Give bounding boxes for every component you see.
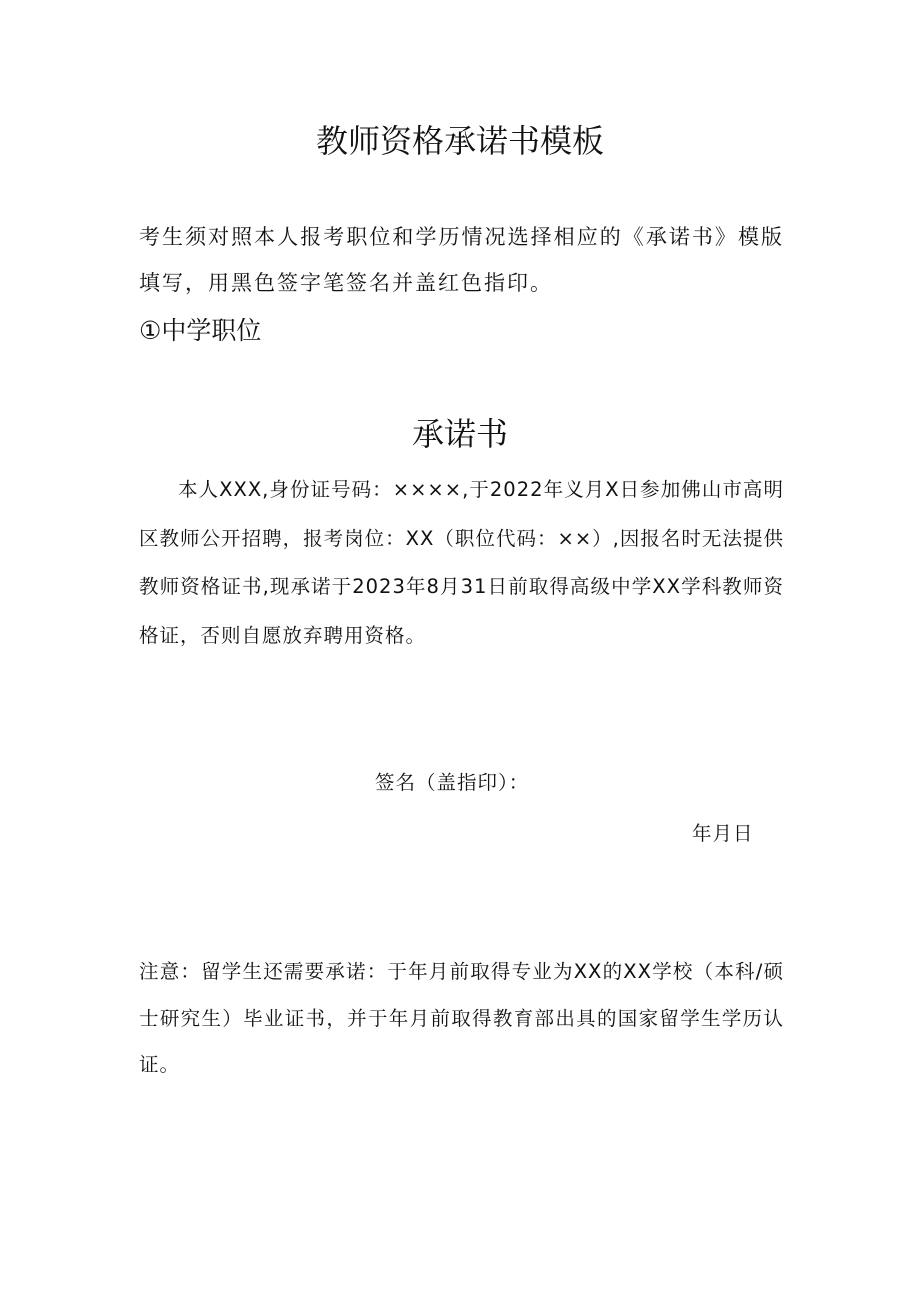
document-title: 教师资格承诺书模板 (315, 122, 604, 160)
note-paragraph: 注意：留学生还需要承诺：于年月前取得专业为XX的XX学校（本科/硕士研究生）毕业证书，并于年月前取得教育部出具的国家留学生学历认证。 (139, 960, 784, 1076)
pledge-body: 本人XXX,身份证号码：××××,于2022年义月X日参加佛山市高明区教师公开招聘，报考岗位：XX（职位代码：××）,因报名时无法提供教师资格证书,现承诺于2023年8月31日前取得高级中学XX学科教师资格证，否则自愿放弃聘用资格。 (139, 478, 784, 647)
intro-paragraph: 考生须对照本人报考职位和学历情况选择相应的《承诺书》模版填写，用黑色签字笔签名并盖红色指印。 (139, 225, 784, 295)
signature-label: 签名（盖指印）： (375, 771, 530, 794)
date-label: 年月日 (692, 822, 754, 845)
pledge-heading: 承诺书 (411, 415, 508, 453)
section-label: ①中学职位 (139, 316, 262, 345)
